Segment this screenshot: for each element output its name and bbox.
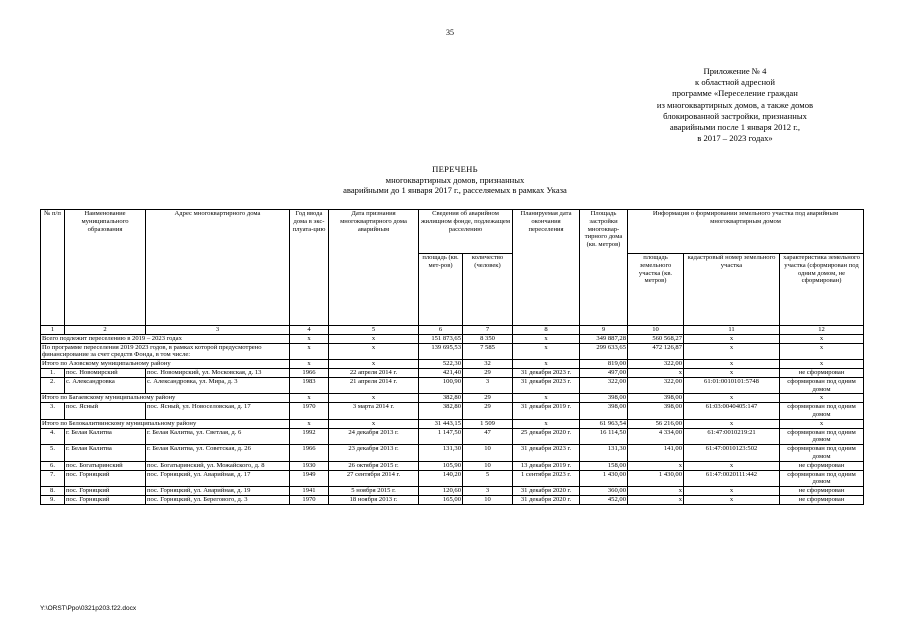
planned-date-cell: 25 декабря 2020 г.	[513, 428, 580, 445]
land-area-cell: 322,00	[628, 360, 684, 369]
land-char-cell: сформирован под одним домом	[780, 428, 864, 445]
houses-table	[40, 209, 864, 505]
row-number: 4.	[41, 428, 65, 445]
table-row	[41, 495, 864, 504]
people-cell: 29	[463, 394, 513, 403]
fund-area-cell: 151 873,65	[419, 334, 463, 343]
column-number: 2	[65, 326, 146, 335]
date-cell: 26 октября 2015 г.	[329, 461, 419, 470]
appendix-line: программе «Переселение граждан	[672, 88, 798, 99]
date-cell: 3 марта 2014 г.	[329, 403, 419, 420]
header-planned: Планируемая дата окончания переселения	[513, 210, 580, 326]
year-cell: 1949	[290, 470, 329, 487]
summary-row	[41, 394, 864, 403]
address-cell: пос. Новомирский, ул. Московская, д. 13	[146, 368, 290, 377]
year-cell: 1970	[290, 403, 329, 420]
year-cell: 1983	[290, 377, 329, 394]
fund-area-cell: 31 443,15	[419, 419, 463, 428]
land-char-cell: x	[780, 334, 864, 343]
cadastral-cell: 61:01:0010101:5748	[684, 377, 780, 394]
header-address: Адрес многоквартирного дома	[146, 210, 290, 326]
column-number: 3	[146, 326, 290, 335]
row-number: 8.	[41, 487, 65, 496]
fund-area-cell: 139 695,53	[419, 343, 463, 360]
header-building-area: Площадь застройки многоквар-тирного дома (кв. метров)	[580, 210, 628, 326]
fund-area-cell: 120,60	[419, 487, 463, 496]
year-cell: x	[290, 394, 329, 403]
cadastral-cell: 61:47:0010219:21	[684, 428, 780, 445]
date-cell: x	[329, 360, 419, 369]
row-number: 9.	[41, 495, 65, 504]
appendix-line: в 2017 – 2023 годах»	[697, 133, 773, 144]
planned-date-cell: x	[513, 419, 580, 428]
header-fund: Сведения об аварийном жилищном фонде, подлежащем расселению	[419, 210, 513, 254]
land-area-cell: 56 216,00	[628, 419, 684, 428]
header-fund-count: количество (человек)	[463, 254, 513, 326]
address-cell: с. Александровка, ул. Мира, д. 3	[146, 377, 290, 394]
column-number: 11	[684, 326, 780, 335]
column-number: 10	[628, 326, 684, 335]
people-cell: 10	[463, 445, 513, 462]
land-char-cell: не сформирован	[780, 495, 864, 504]
fund-area-cell: 140,20	[419, 470, 463, 487]
land-area-cell: x	[628, 495, 684, 504]
address-cell: пос. Горняцкий, ул. Аварийная, д. 17	[146, 470, 290, 487]
year-cell: 1966	[290, 368, 329, 377]
document-title	[130, 164, 780, 196]
cadastral-cell: x	[684, 487, 780, 496]
land-char-cell: x	[780, 343, 864, 360]
people-cell: 8 350	[463, 334, 513, 343]
people-cell: 29	[463, 368, 513, 377]
planned-date-cell: 31 декабря 2023 г.	[513, 368, 580, 377]
summary-label: Итого по Азовскому муниципальному району	[41, 360, 290, 369]
date-cell: 22 апреля 2014 г.	[329, 368, 419, 377]
people-cell: 3	[463, 377, 513, 394]
cadastral-cell: x	[684, 495, 780, 504]
summary-row	[41, 343, 864, 360]
land-area-cell: x	[628, 461, 684, 470]
municipality-cell: пос. Богатыринский	[65, 461, 146, 470]
header-municipality: Наименование муниципального образования	[65, 210, 146, 326]
people-cell: 1 509	[463, 419, 513, 428]
building-area-cell: 398,00	[580, 403, 628, 420]
date-cell: 5 ноября 2015 г.	[329, 487, 419, 496]
fund-area-cell: 105,90	[419, 461, 463, 470]
land-area-cell: 141,00	[628, 445, 684, 462]
row-number: 1.	[41, 368, 65, 377]
land-area-cell: 1 430,00	[628, 470, 684, 487]
year-cell: x	[290, 343, 329, 360]
title-subline: многоквартирных домов, признанных	[385, 174, 525, 185]
planned-date-cell: x	[513, 360, 580, 369]
cadastral-cell: x	[684, 394, 780, 403]
people-cell: 10	[463, 461, 513, 470]
year-cell: x	[290, 419, 329, 428]
table-row	[41, 428, 864, 445]
land-area-cell: 560 568,27	[628, 334, 684, 343]
planned-date-cell: x	[513, 334, 580, 343]
address-cell: г. Белая Калитва, ул. Светлая, д. 6	[146, 428, 290, 445]
cadastral-cell: x	[684, 334, 780, 343]
column-number: 5	[329, 326, 419, 335]
building-area-cell: 158,00	[580, 461, 628, 470]
land-char-cell: x	[780, 419, 864, 428]
column-number: 1	[41, 326, 65, 335]
column-number: 8	[513, 326, 580, 335]
title-subline: аварийными до 1 января 2017 г., расселяемых в рамках Указа	[343, 185, 567, 195]
building-area-cell: 299 633,65	[580, 343, 628, 360]
year-cell: 1966	[290, 445, 329, 462]
appendix-line: Приложение № 4	[703, 66, 767, 76]
fund-area-cell: 131,30	[419, 445, 463, 462]
table-row	[41, 403, 864, 420]
land-area-cell: 398,00	[628, 394, 684, 403]
table-row	[41, 461, 864, 470]
municipality-cell: пос. Горняцкий	[65, 487, 146, 496]
land-char-cell: сформирован под одним домом	[780, 403, 864, 420]
planned-date-cell: x	[513, 394, 580, 403]
column-number: 12	[780, 326, 864, 335]
summary-row	[41, 419, 864, 428]
table-row	[41, 445, 864, 462]
building-area-cell: 322,00	[580, 377, 628, 394]
row-number: 3.	[41, 403, 65, 420]
land-area-cell: 4 334,00	[628, 428, 684, 445]
column-number: 6	[419, 326, 463, 335]
building-area-cell: 16 114,50	[580, 428, 628, 445]
land-char-cell: x	[780, 394, 864, 403]
address-cell: пос. Горняцкий, ул. Аварийная, д. 19	[146, 487, 290, 496]
appendix-line: к областной адресной	[695, 77, 775, 88]
summary-label: Всего подлежит переселению в 2019 – 2023 годах	[41, 334, 290, 343]
address-cell: г. Белая Калитва, ул. Советская, д. 26	[146, 445, 290, 462]
planned-date-cell: 1 сентября 2023 г.	[513, 470, 580, 487]
people-cell: 29	[463, 403, 513, 420]
row-number: 5.	[41, 445, 65, 462]
land-char-cell: сформирован под одним домом	[780, 445, 864, 462]
planned-date-cell: 31 декабря 2020 г.	[513, 487, 580, 496]
summary-label: По программе переселения 2019 2023 годов, в рамках которой предусмотрено финансирование за счет средств Фонда, в том числе:	[41, 343, 290, 360]
row-number: 2.	[41, 377, 65, 394]
municipality-cell: пос. Горняцкий	[65, 495, 146, 504]
fund-area-cell: 165,00	[419, 495, 463, 504]
year-cell: 1970	[290, 495, 329, 504]
date-cell: 21 апреля 2014 г.	[329, 377, 419, 394]
year-cell: x	[290, 360, 329, 369]
address-cell: пос. Ясный, ул. Новоселовская, д. 17	[146, 403, 290, 420]
land-char-cell: x	[780, 360, 864, 369]
column-number: 7	[463, 326, 513, 335]
year-cell: 1941	[290, 487, 329, 496]
building-area-cell: 497,00	[580, 368, 628, 377]
building-area-cell: 349 887,28	[580, 334, 628, 343]
cadastral-cell: 61:47:0020111:442	[684, 470, 780, 487]
land-area-cell: x	[628, 368, 684, 377]
land-area-cell: x	[628, 487, 684, 496]
table-row	[41, 377, 864, 394]
column-number: 4	[290, 326, 329, 335]
cadastral-cell: 61:03:0040405:147	[684, 403, 780, 420]
column-number-row	[41, 326, 864, 335]
land-area-cell: 322,00	[628, 377, 684, 394]
planned-date-cell: x	[513, 343, 580, 360]
date-cell: x	[329, 394, 419, 403]
cadastral-cell: x	[684, 368, 780, 377]
appendix-line: блокированной застройки, признанных	[663, 110, 807, 121]
header-year: Год ввода дома в экс-плуата-цию	[290, 210, 329, 326]
date-cell: x	[329, 343, 419, 360]
appendix-line: из многоквартирных домов, а также домов	[656, 99, 814, 110]
people-cell: 3	[463, 487, 513, 496]
appendix-block	[600, 66, 870, 144]
planned-date-cell: 31 декабря 2020 г.	[513, 495, 580, 504]
header-land-char: характеристика земельного участка (сформирован под одним домом, не сформирован)	[780, 254, 864, 326]
summary-label: Итого по Белокалитвинскому муниципальному району	[41, 419, 290, 428]
people-cell: 10	[463, 495, 513, 504]
date-cell: 23 декабря 2013 г.	[329, 445, 419, 462]
date-cell: 24 декабря 2013 г.	[329, 428, 419, 445]
planned-date-cell: 13 декабря 2019 г.	[513, 461, 580, 470]
title-heading: ПЕРЕЧЕНЬ	[432, 164, 478, 174]
row-number: 6.	[41, 461, 65, 470]
land-char-cell: не сформирован	[780, 368, 864, 377]
land-area-cell: 472 126,87	[628, 343, 684, 360]
fund-area-cell: 421,40	[419, 368, 463, 377]
municipality-cell: г. Белая Калитва	[65, 445, 146, 462]
people-cell: 47	[463, 428, 513, 445]
header-date: Дата признания многоквартирного дома аварийным	[329, 210, 419, 326]
table-body	[41, 334, 864, 504]
building-area-cell: 360,00	[580, 487, 628, 496]
year-cell: 1992	[290, 428, 329, 445]
land-char-cell: сформирован под одним домом	[780, 470, 864, 487]
appendix-line: аварийными после 1 января 2012 г.,	[669, 122, 801, 133]
date-cell: x	[329, 334, 419, 343]
fund-area-cell: 382,80	[419, 403, 463, 420]
municipality-cell: г. Белая Калитва	[65, 428, 146, 445]
summary-label: Итого по Багаевскому муниципальному району	[41, 394, 290, 403]
land-char-cell: не сформирован	[780, 487, 864, 496]
header-cadastral: кадастровый номер земельного участка	[684, 254, 780, 326]
fund-area-cell: 522,30	[419, 360, 463, 369]
year-cell: x	[290, 334, 329, 343]
building-area-cell: 398,00	[580, 394, 628, 403]
building-area-cell: 1 430,00	[580, 470, 628, 487]
building-area-cell: 131,30	[580, 445, 628, 462]
header-land-info: Информация о формировании земельного участка под аварийным многоквартирным домом	[628, 210, 864, 254]
summary-row	[41, 334, 864, 343]
fund-area-cell: 100,90	[419, 377, 463, 394]
date-cell: 18 ноября 2013 г.	[329, 495, 419, 504]
fund-area-cell: 1 147,50	[419, 428, 463, 445]
municipality-cell: пос. Новомирский	[65, 368, 146, 377]
address-cell: пос. Богатыринский, ул. Можайского, д. 8	[146, 461, 290, 470]
table-row	[41, 487, 864, 496]
table-row	[41, 368, 864, 377]
people-cell: 5	[463, 470, 513, 487]
header-land-area: площадь земельного участка (кв. метров)	[628, 254, 684, 326]
year-cell: 1930	[290, 461, 329, 470]
file-path-footer: Y:\ORST\Ppo\0321p203.f22.docx	[40, 605, 137, 612]
cadastral-cell: x	[684, 461, 780, 470]
municipality-cell: пос. Ясный	[65, 403, 146, 420]
planned-date-cell: 31 декабря 2023 г.	[513, 377, 580, 394]
planned-date-cell: 31 декабря 2019 г.	[513, 403, 580, 420]
municipality-cell: пос. Горняцкий	[65, 470, 146, 487]
building-area-cell: 61 963,54	[580, 419, 628, 428]
cadastral-cell: x	[684, 419, 780, 428]
land-char-cell: не сформирован	[780, 461, 864, 470]
address-cell: пос. Горняцкий, ул. Берегового, д. 3	[146, 495, 290, 504]
municipality-cell: с. Александровка	[65, 377, 146, 394]
planned-date-cell: 31 декабря 2023 г.	[513, 445, 580, 462]
table-row	[41, 470, 864, 487]
land-char-cell: сформирован под одним домом	[780, 377, 864, 394]
header-fund-area: площадь (кв. мет-ров)	[419, 254, 463, 326]
page-number: 35	[446, 28, 454, 37]
cadastral-cell: x	[684, 343, 780, 360]
cadastral-cell: 61:47:0010123:502	[684, 445, 780, 462]
land-area-cell: 398,00	[628, 403, 684, 420]
date-cell: 27 сентября 2014 г.	[329, 470, 419, 487]
people-cell: 7 585	[463, 343, 513, 360]
row-number: 7.	[41, 470, 65, 487]
date-cell: x	[329, 419, 419, 428]
fund-area-cell: 382,80	[419, 394, 463, 403]
people-cell: 32	[463, 360, 513, 369]
summary-row	[41, 360, 864, 369]
cadastral-cell: x	[684, 360, 780, 369]
column-number: 9	[580, 326, 628, 335]
building-area-cell: 452,00	[580, 495, 628, 504]
header-no: № п/п	[41, 210, 65, 326]
building-area-cell: 819,00	[580, 360, 628, 369]
